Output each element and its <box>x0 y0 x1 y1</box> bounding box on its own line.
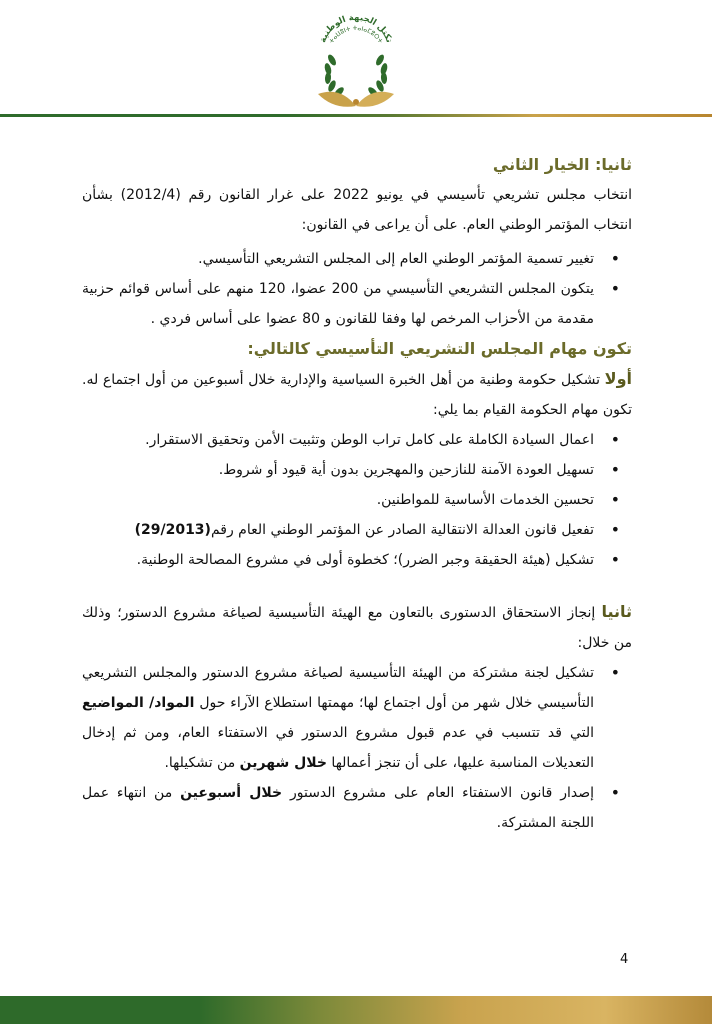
list-item <box>82 778 632 838</box>
list-item: • تسهيل العودة الآمنة للنازحين والمهجرين بدون أية قيود أو شروط. <box>82 455 632 485</box>
bullet-text: تشكيل لجنة مشتركة من الهيئة التأسيسية لصياغة مشروع الدستور والمجلس التشريعي التأسيسي خلال شهر من أول اجتماع لها؛ مهمتها استطلاع الآراء حول <box>82 665 595 711</box>
list-item <box>82 658 632 778</box>
bullet-text: التي قد تتسبب في عدم قبول مشروع الدستور في الاستفتاء العام، ومن ثم إدخال التعديلات المناسبة عليها، على أن تنجز أعمالها <box>82 725 594 771</box>
constitution-tasks-list <box>82 658 632 838</box>
bold-phrase: المواد/ المواضيع <box>82 695 195 711</box>
logo-tifinagh-text: ⵜⴰⵡⵓⵏⵜ ⵜⴰⵏⴰⵎⵓⵔⵜ <box>328 24 384 45</box>
bold-phrase: خلال أسبوعين <box>180 785 283 801</box>
logo-arabic-text: تكتل الجبهة الوطنية <box>318 14 394 45</box>
party-logo <box>310 14 402 114</box>
option-two-intro: انتخاب مجلس تشريعي تأسيسي في يونيو 2022 على غرار القانون رقم (2012/4) بشأن انتخاب المؤتمر الوطني العام. على أن يراعى في القانون: <box>82 187 632 233</box>
tasks-first-paragraph <box>82 364 632 425</box>
list-item <box>82 515 632 545</box>
list-item: • اعمال السيادة الكاملة على كامل تراب الوطن وتثبيت الأمن وتحقيق الاستقرار. <box>82 425 632 455</box>
list-item: • تغيير تسمية المؤتمر الوطني العام إلى المجلس التشريعي التأسيسي. <box>82 244 632 274</box>
tasks-second-paragraph <box>82 597 632 658</box>
second-text: إنجاز الاستحقاق الدستورى بالتعاون مع الهيئة التأسيسية لصياغة مشروع الدستور؛ وذلك من خلال: <box>82 605 632 651</box>
list-item: • تحسين الخدمات الأساسية للمواطنين. <box>82 485 632 515</box>
list-item: • يتكون المجلس التشريعي التأسيسي من 200 عضوا، 120 منهم على أساس قوائم حزبية مقدمة من الأحزاب المرخص لها وفقا للقانون و 80 عضوا على أساس فردي . <box>82 274 632 334</box>
law-number: (29/2013) <box>134 522 211 538</box>
footer-band <box>0 996 712 1024</box>
page-number: 4 <box>620 952 629 967</box>
bold-phrase: خلال شهرين <box>239 755 327 771</box>
header-divider <box>0 114 712 117</box>
first-label: أولا <box>604 369 632 388</box>
section-heading-tasks: تكون مهام المجلس التشريعي التأسيسي كالتالي: <box>247 339 632 358</box>
list-item: • تشكيل (هيئة الحقيقة وجبر الضرر)؛ كخطوة أولى في مشروع المصالحة الوطنية. <box>82 545 632 575</box>
first-text: تشكيل حكومة وطنية من أهل الخبرة السياسية والإدارية خلال أسبوعين من أول اجتماع له. تكون مهام الحكومة القيام بما يلي: <box>82 372 632 418</box>
bullet-text: من تشكيلها. <box>164 755 240 771</box>
section-heading-option-two: ثانيا: الخيار الثاني <box>492 155 632 174</box>
bullet-text: إصدار قانون الاستفتاء العام على مشروع الدستور <box>282 785 594 801</box>
bullet-text: تفعيل قانون العدالة الانتقالية الصادر عن المؤتمر الوطني العام رقم <box>210 522 594 538</box>
option-two-list <box>82 244 632 334</box>
bullet-text: من انتهاء عمل اللجنة المشتركة. <box>82 785 594 831</box>
document-body <box>82 150 632 838</box>
second-label: ثانيا <box>601 602 632 621</box>
government-tasks-list <box>82 425 632 575</box>
